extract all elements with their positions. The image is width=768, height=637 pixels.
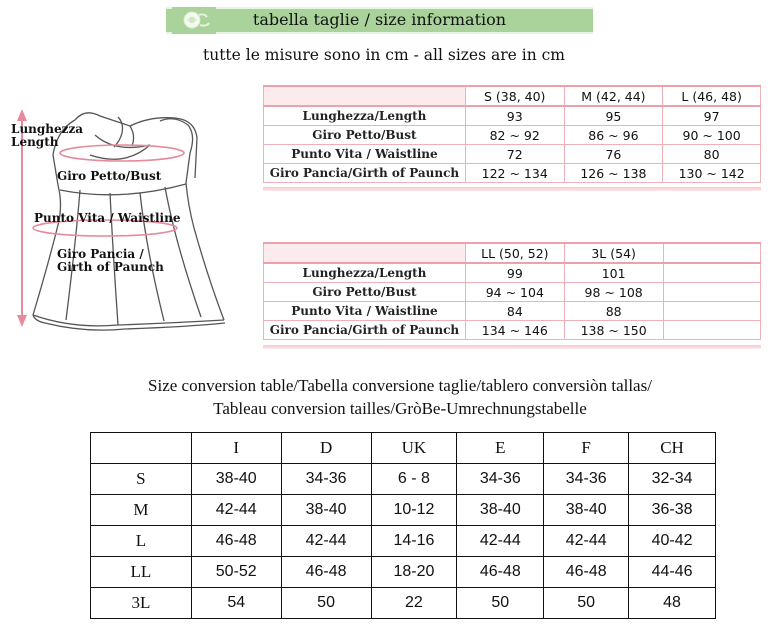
cell: 101 — [564, 263, 663, 283]
conversion-title — [0, 374, 768, 420]
cell: 38-40 — [281, 495, 371, 526]
cell: 18-20 — [371, 557, 457, 588]
cell: 34-36 — [457, 464, 544, 495]
row-label: Lunghezza/Length — [264, 106, 466, 126]
cell: 76 — [564, 145, 663, 164]
cell: 134 ~ 146 — [465, 321, 564, 340]
bust-label: Giro Petto/Bust — [57, 169, 162, 183]
cell: 72 — [465, 145, 564, 164]
cell: 38-40 — [544, 495, 629, 526]
row-label: Giro Pancia/Girth of Paunch — [264, 321, 466, 340]
cell: 42-44 — [281, 526, 371, 557]
cell: 95 — [564, 106, 663, 126]
cell: 6 - 8 — [371, 464, 457, 495]
cell: 50 — [544, 588, 629, 619]
size-table-bottom — [263, 242, 761, 340]
cell: 34-36 — [281, 464, 371, 495]
cell: 93 — [465, 106, 564, 126]
table-row — [264, 321, 761, 340]
table-bottom-bottom-bar — [263, 345, 761, 349]
conversion-row — [91, 495, 716, 526]
row-label: Giro Petto/Bust — [264, 283, 466, 302]
cell: 88 — [564, 302, 663, 321]
cell: 82 ~ 92 — [465, 126, 564, 145]
cell: 46-48 — [191, 526, 281, 557]
cell: 44-46 — [629, 557, 716, 588]
cell: 46-48 — [544, 557, 629, 588]
header-cell: LL (50, 52) — [465, 243, 564, 263]
cell: 50 — [457, 588, 544, 619]
cell: 84 — [465, 302, 564, 321]
cell — [663, 302, 760, 321]
cell: 42-44 — [544, 526, 629, 557]
cell — [663, 321, 760, 340]
size-label: S — [91, 464, 192, 495]
table-row — [264, 145, 761, 164]
header-cell: I — [191, 433, 281, 464]
cell: 38-40 — [457, 495, 544, 526]
header-title: tabella taglie / size information — [252, 10, 507, 29]
table-top-bottom-bar — [263, 187, 761, 191]
table-row — [264, 283, 761, 302]
conversion-header-row — [91, 433, 716, 464]
cell: 40-42 — [629, 526, 716, 557]
cell: 46-48 — [457, 557, 544, 588]
size-conversion-table — [90, 432, 716, 619]
header-cell: CH — [629, 433, 716, 464]
cell: 50-52 — [191, 557, 281, 588]
conversion-row — [91, 588, 716, 619]
cell: 122 ~ 134 — [465, 164, 564, 183]
header-cell: 3L (54) — [564, 243, 663, 263]
units-note: tutte le misure sono in cm - all sizes are in cm — [202, 46, 565, 64]
conversion-title-line1: Size conversion table/Tabella conversione taglie/tablero conversiòn tallas/ — [148, 376, 652, 395]
cell: 90 ~ 100 — [663, 126, 761, 145]
header-blank-cell — [264, 243, 466, 263]
header-cell: D — [281, 433, 371, 464]
cell: 99 — [465, 263, 564, 283]
header-cell: S (38, 40) — [465, 86, 564, 106]
row-label: Punto Vita / Waistline — [264, 145, 466, 164]
header-cell: UK — [371, 433, 457, 464]
cell: 50 — [281, 588, 371, 619]
cell: 126 ~ 138 — [564, 164, 663, 183]
conversion-row — [91, 464, 716, 495]
conversion-row — [91, 526, 716, 557]
table-header-row — [264, 243, 761, 263]
waist-label: Punto Vita / Waistline — [34, 211, 181, 225]
table-row — [264, 164, 761, 183]
cell: 10-12 — [371, 495, 457, 526]
row-label: Giro Petto/Bust — [264, 126, 466, 145]
cell: 32-34 — [629, 464, 716, 495]
cell: 97 — [663, 106, 761, 126]
cell: 46-48 — [281, 557, 371, 588]
table-row — [264, 302, 761, 321]
conversion-row — [91, 557, 716, 588]
length-label: Lunghezza Length — [11, 122, 84, 149]
size-label: M — [91, 495, 192, 526]
header-cell — [663, 243, 760, 263]
cell: 14-16 — [371, 526, 457, 557]
cell: 138 ~ 150 — [564, 321, 663, 340]
header-cell — [91, 433, 192, 464]
cell: 54 — [191, 588, 281, 619]
cell: 130 ~ 142 — [663, 164, 761, 183]
cell: 94 ~ 104 — [465, 283, 564, 302]
cell: 38-40 — [191, 464, 281, 495]
row-label: Punto Vita / Waistline — [264, 302, 466, 321]
size-label: L — [91, 526, 192, 557]
cell: 98 ~ 108 — [564, 283, 663, 302]
size-label: LL — [91, 557, 192, 588]
table-row — [264, 126, 761, 145]
table-header-row — [264, 86, 761, 106]
cell: 36-38 — [629, 495, 716, 526]
header-cell: L (46, 48) — [663, 86, 761, 106]
table-row — [264, 263, 761, 283]
size-table-top — [263, 85, 761, 183]
row-label: Giro Pancia/Girth of Paunch — [264, 164, 466, 183]
conversion-title-line2: Tableau conversion tailles/GròBe-Umrechnungstabelle — [213, 399, 587, 418]
cell: 34-36 — [544, 464, 629, 495]
cell — [663, 263, 760, 283]
cell: 22 — [371, 588, 457, 619]
header-cell: F — [544, 433, 629, 464]
paunch-label: Giro Pancia / Girth of Paunch — [57, 247, 164, 274]
cell: 48 — [629, 588, 716, 619]
header-blank-cell — [264, 86, 466, 106]
row-label: Lunghezza/Length — [264, 263, 466, 283]
cell: 86 ~ 96 — [564, 126, 663, 145]
cell: 42-44 — [457, 526, 544, 557]
cell: 42-44 — [191, 495, 281, 526]
cell — [663, 283, 760, 302]
table-row — [264, 106, 761, 126]
header-cell: E — [457, 433, 544, 464]
header-cell: M (42, 44) — [564, 86, 663, 106]
size-label: 3L — [91, 588, 192, 619]
cell: 80 — [663, 145, 761, 164]
